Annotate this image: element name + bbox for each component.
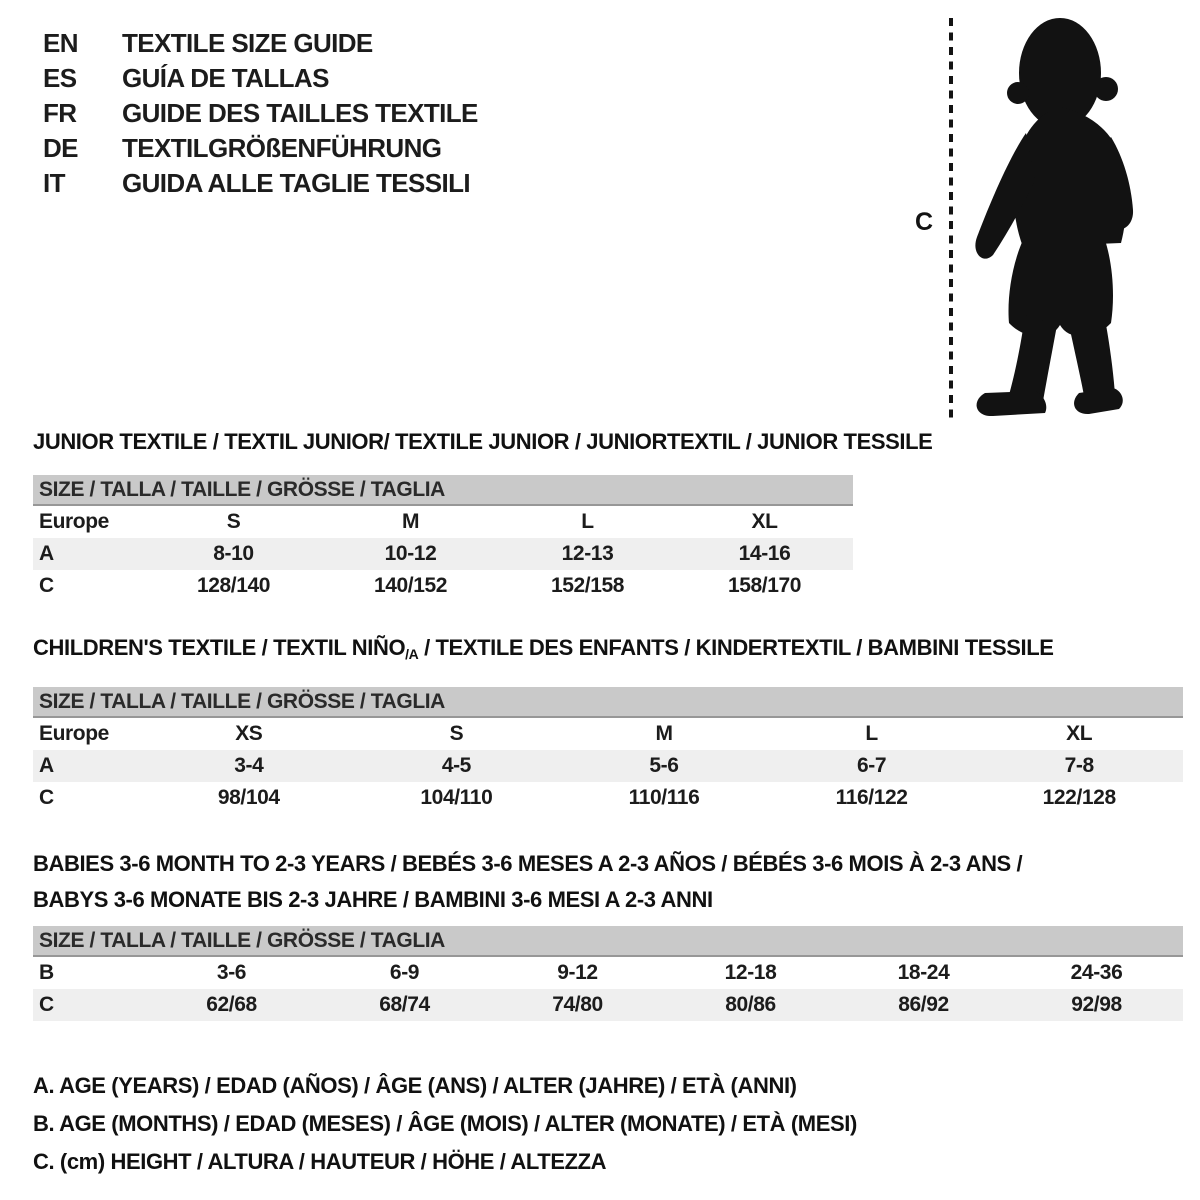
babies-section-title [33,846,1183,918]
size-tables [33,430,1183,1181]
table-cell: 140/152 [373,574,448,597]
toddler-silhouette-icon [963,15,1145,421]
table-cell: 128/140 [196,574,271,597]
children-section-title [33,636,1183,666]
section-babies-textile [33,846,1183,1021]
legend-line-b: B. AGE (MONTHS) / EDAD (MESES) / ÂGE (MOIS) / ALTER (MONATE) / ETÀ (MESI) [33,1111,857,1136]
table-cell: 12-18 [724,961,777,984]
table-cell: 74/80 [552,993,603,1016]
children-size-header: SIZE / TALLA / TAILLE / GRÖSSE / TAGLIA [33,687,1183,718]
children-title-prefix: CHILDREN'S TEXTILE / TEXTIL NIÑO [33,635,406,660]
table-cell: 7-8 [1064,754,1094,777]
height-measure-figure [905,12,1155,424]
table-cell: 24-36 [1070,961,1123,984]
table-cell: 122/128 [1042,786,1116,809]
table-row [33,750,1183,782]
legend [33,1067,1183,1181]
language-list [43,26,478,201]
language-row-de [43,131,478,166]
table-cell: S [449,722,464,745]
height-measure-label: C [915,208,934,236]
babies-title-line2: BABYS 3-6 MONATE BIS 2-3 JAHRE / BAMBINI 3-6 MESI A 2-3 ANNI [33,887,713,912]
row-label: A [39,542,54,565]
babies-size-header: SIZE / TALLA / TAILLE / GRÖSSE / TAGLIA [33,926,1183,957]
table-cell: 158/170 [727,574,802,597]
table-cell: 4-5 [441,754,471,777]
babies-title-line1: BABIES 3-6 MONTH TO 2-3 YEARS / BEBÉS 3-6 MESES A 2-3 AÑOS / BÉBÉS 3-6 MOIS À 2-3 ANS / [33,851,1023,876]
language-code: IT [43,168,65,198]
row-label: A [39,754,54,777]
language-code: EN [43,28,78,58]
table-cell: XL [751,510,778,533]
language-title: GUIDA ALLE TAGLIE TESSILI [122,168,471,198]
table-cell: XL [1066,722,1093,745]
table-row [33,506,853,538]
junior-size-header: SIZE / TALLA / TAILLE / GRÖSSE / TAGLIA [33,475,853,506]
language-row-es [43,61,478,96]
legend-line-a: A. AGE (YEARS) / EDAD (AÑOS) / ÂGE (ANS) / ALTER (JAHRE) / ETÀ (ANNI) [33,1073,797,1098]
table-cell: 68/74 [379,993,430,1016]
language-code: FR [43,98,77,128]
row-label: C [39,993,54,1016]
row-label: C [39,786,54,809]
table-cell: 12-13 [561,542,614,565]
table-cell: 8-10 [213,542,254,565]
language-row-it [43,166,478,201]
children-title-sub: /A [405,646,419,662]
table-cell: 98/104 [217,786,280,809]
language-title: GUÍA DE TALLAS [122,63,329,93]
table-cell: M [401,510,420,533]
section-junior-textile [33,430,1183,602]
section-childrens-textile [33,636,1183,814]
table-cell: S [226,510,241,533]
table-cell: 6-9 [389,961,420,984]
language-title: TEXTILGRÖßENFÜHRUNG [122,133,442,163]
language-title: TEXTILE SIZE GUIDE [122,28,373,58]
row-label: Europe [39,510,109,533]
height-dashed-line [949,18,953,418]
language-row-en [43,26,478,61]
table-cell: 116/122 [835,786,908,809]
language-code: DE [43,133,78,163]
table-cell: XS [235,722,263,745]
table-cell: L [865,722,878,745]
table-row [33,570,853,602]
junior-size-table [33,506,853,602]
children-title-suffix: / TEXTILE DES ENFANTS / KINDERTEXTIL / BAMBINI TESSILE [418,635,1054,660]
table-row [33,782,1183,814]
table-cell: 110/116 [628,786,700,809]
table-cell: 6-7 [857,754,887,777]
table-cell: 3-6 [216,961,247,984]
table-row [33,989,1183,1021]
table-cell: 14-16 [738,542,791,565]
table-row [33,538,853,570]
language-row-fr [43,96,478,131]
table-cell: 5-6 [649,754,679,777]
table-cell: 104/110 [420,786,493,809]
row-label: Europe [39,722,109,745]
table-cell: 80/86 [725,993,776,1016]
legend-line-c: C. (cm) HEIGHT / ALTURA / HAUTEUR / HÖHE / ALTEZZA [33,1149,607,1174]
table-cell: M [655,722,673,745]
table-row [33,718,1183,750]
table-row [33,957,1183,989]
junior-section-title: JUNIOR TEXTILE / TEXTIL JUNIOR/ TEXTILE JUNIOR / JUNIORTEXTIL / JUNIOR TESSILE [33,429,933,454]
children-size-table [33,718,1183,814]
table-cell: 3-4 [234,754,264,777]
table-cell: 152/158 [550,574,625,597]
language-title: GUIDE DES TAILLES TEXTILE [122,98,478,128]
table-cell: L [581,510,594,533]
language-code: ES [43,63,77,93]
babies-size-table [33,957,1183,1021]
table-cell: 9-12 [557,961,598,984]
table-cell: 18-24 [897,961,950,984]
table-cell: 86/92 [898,993,949,1016]
table-cell: 10-12 [384,542,437,565]
table-cell: 92/98 [1071,993,1122,1016]
row-label: B [39,961,54,984]
row-label: C [39,574,54,597]
table-cell: 62/68 [206,993,257,1016]
